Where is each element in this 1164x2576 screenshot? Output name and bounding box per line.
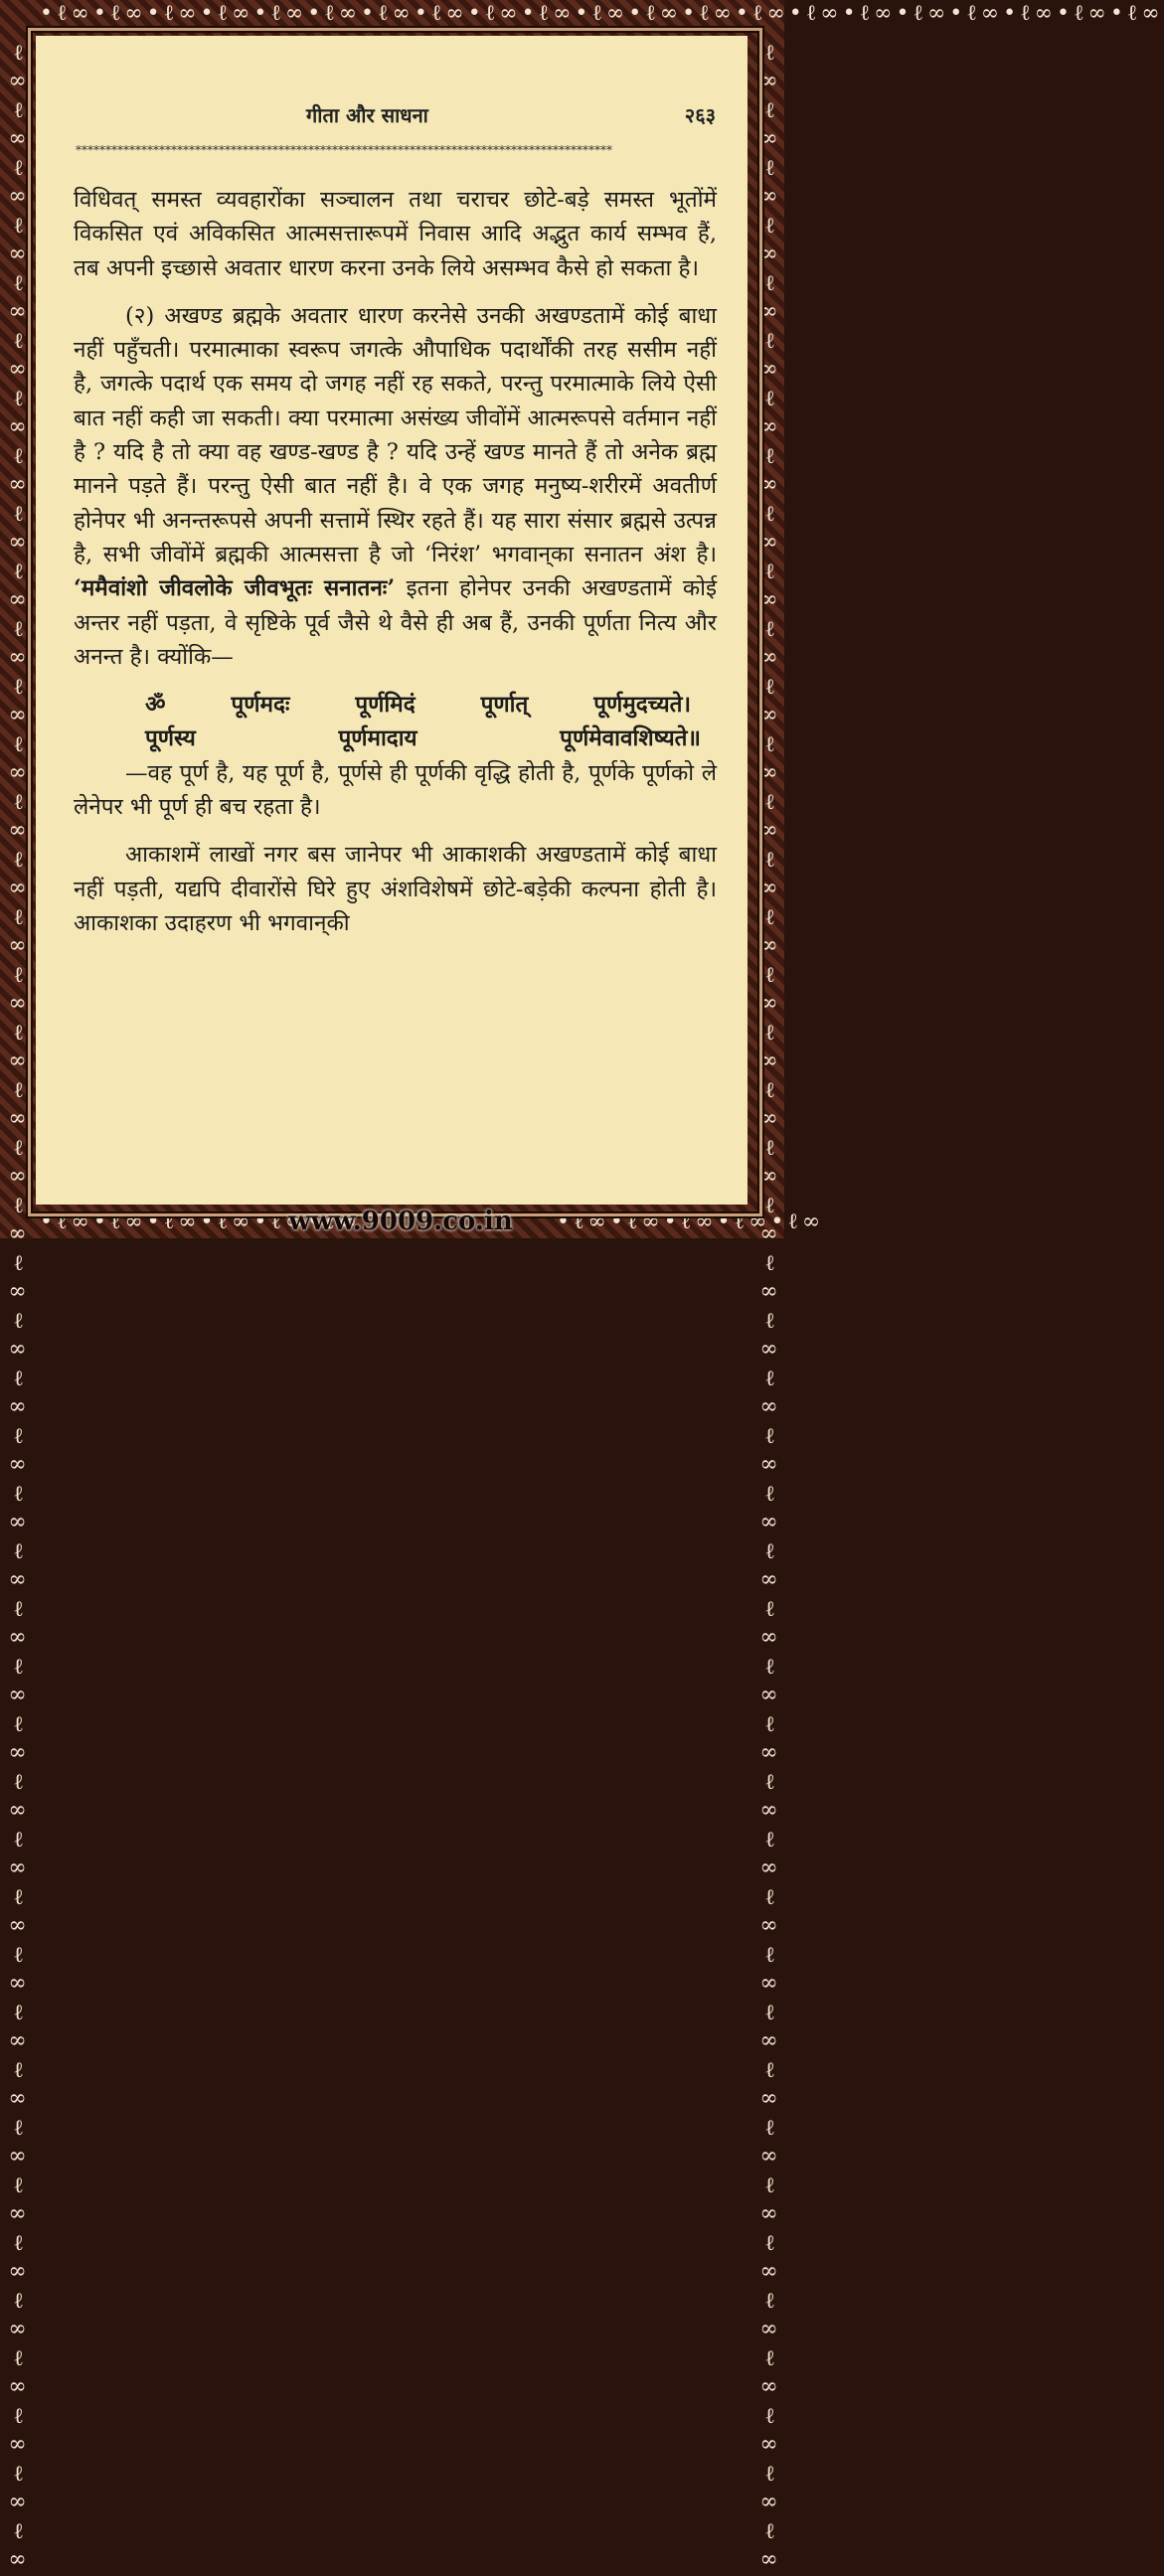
running-title: गीता और साधना (306, 103, 428, 127)
verse-word: पूर्णमुदच्यते। (593, 692, 691, 719)
verse-line-1 (74, 688, 717, 722)
gita-quote: ‘ममैवांशो जीवलोके जीवभूतः सनातनः’ (74, 575, 396, 602)
verse-word: पूर्णमेवावशिष्यते॥ (560, 725, 701, 752)
paragraph-2 (74, 299, 717, 674)
header-separator: ****************************************************************************************** (76, 143, 612, 157)
shanti-verse (74, 688, 717, 756)
verse-line-2 (74, 722, 717, 755)
verse-word: ॐ (145, 692, 166, 719)
verse-word: पूर्णमिदं (355, 692, 416, 719)
page-body (74, 183, 717, 940)
bottom-right-ornament: •ℓ∞•ℓ∞•ℓ∞•ℓ∞•ℓ∞ (557, 1209, 825, 1234)
bottom-left-ornament: •ℓ∞•ℓ∞•ℓ∞•ℓ∞•ℓ∞•ℓ∞ (40, 1209, 362, 1234)
verse-word: पूर्णमादाय (338, 725, 417, 752)
paragraph-2-continued: इतना होनेपर उनकी अखण्डतामें कोई अन्तर नहीं पड़ता, वे सृष्टिके पूर्व जैसे थे वैसे ही अब हैं, उनकी पूर्णता नित्य और अनन्त है। क्योंकि— (74, 575, 717, 670)
verse-meaning: —वह पूर्ण है, यह पूर्ण है, पूर्णसे ही पूर्णकी वृद्धि होती है, पूर्णके पूर्णको ले लेनेपर भी पूर्ण ही बच रहता है। (74, 759, 717, 821)
verse-word: पूर्णात् (480, 692, 529, 719)
right-ornament-border: ℓ∞ℓ∞ℓ∞ℓ∞ℓ∞ℓ∞ℓ∞ℓ∞ℓ∞ℓ∞ℓ∞ℓ∞ℓ∞ℓ∞ℓ∞ℓ∞ℓ∞ℓ∞ℓ∞ℓ∞ℓ∞ℓ∞ℓ∞ℓ∞ℓ∞ℓ∞ℓ∞ℓ∞ℓ∞ℓ∞ℓ∞ℓ∞ℓ∞ℓ∞ℓ∞ℓ∞ℓ∞ℓ∞ℓ∞ℓ∞ℓ∞ℓ∞ℓ∞ℓ∞ (756, 40, 781, 2576)
paragraph-3: आकाशमें लाखों नगर बस जानेपर भी आकाशकी अखण्डतामें कोई बाधा नहीं पड़ती, यद्यपि दीवारोंसे घिरे हुए अंशविशेषमें छोटे-बड़ेकी कल्पना होती है। आकाशका उदाहरण भी भगवान्‌की (74, 842, 717, 936)
book-page (36, 36, 748, 1205)
page-header (36, 101, 748, 131)
page-number: २६३ (684, 103, 716, 127)
paragraph-2-text: (२) अखण्ड ब्रह्मके अवतार धारण करनेसे उनकी अखण्डतामें कोई बाधा नहीं पहुँचती। परमात्माका स्वरूप जगत्के औपाधिक पदार्थोंकी तरह ससीम नहीं है, जगत्के पदार्थ एक समय दो जगह नहीं रह सकते, परन्तु परमात्माके लिये ऐसी बात नहीं कही जा सकती। क्या परमात्मा असंख्य जीवोंमें आत्मरूपसे वर्तमान नहीं है ? यदि है तो क्या वह खण्ड-खण्ड है ? यदि उन्हें खण्ड मानते हैं तो अनेक ब्रह्म मानने पड़ते हैं। परन्तु ऐसी बात नहीं है। वे एक जगह मनुष्य-शरीरमें अवतीर्ण होनेपर भी अनन्तरूपसे अपनी सत्तामें स्थिर रहते हैं। यह सारा संसार ब्रह्मसे उत्पन्न है, सभी जीवोंमें ब्रह्मकी आत्मसत्ता है जो ‘निरंश’ भगवान्‌का सनातन अंश है। (74, 302, 717, 567)
website-watermark: www.9009.co.in (288, 1207, 513, 1236)
top-ornament-border: •ℓ∞•ℓ∞•ℓ∞•ℓ∞•ℓ∞•ℓ∞•ℓ∞•ℓ∞•ℓ∞•ℓ∞•ℓ∞•ℓ∞•ℓ∞•ℓ∞•ℓ∞•ℓ∞•ℓ∞•ℓ∞•ℓ∞•ℓ∞•ℓ∞ (40, 1, 1164, 26)
verse-word: पूर्णस्य (145, 725, 196, 752)
paragraph-1: विधिवत् समस्त व्यवहारोंका सञ्चालन तथा चराचर छोटे-बड़े समस्त भूतोंमें विकसित एवं अविकसित आत्मसत्तारूपमें निवास आदि अद्भुत कार्य सम्भव हैं, तब अपनी इच्छासे अवतार धारण करना उनके लिये असम्भव कैसे हो सकता है। (74, 187, 717, 281)
verse-word: पूर्णमदः (231, 692, 290, 719)
left-ornament-border: ℓ∞ℓ∞ℓ∞ℓ∞ℓ∞ℓ∞ℓ∞ℓ∞ℓ∞ℓ∞ℓ∞ℓ∞ℓ∞ℓ∞ℓ∞ℓ∞ℓ∞ℓ∞ℓ∞ℓ∞ℓ∞ℓ∞ℓ∞ℓ∞ℓ∞ℓ∞ℓ∞ℓ∞ℓ∞ℓ∞ℓ∞ℓ∞ℓ∞ℓ∞ℓ∞ℓ∞ℓ∞ℓ∞ℓ∞ℓ∞ℓ∞ℓ∞ℓ∞ℓ∞ (5, 40, 30, 2576)
